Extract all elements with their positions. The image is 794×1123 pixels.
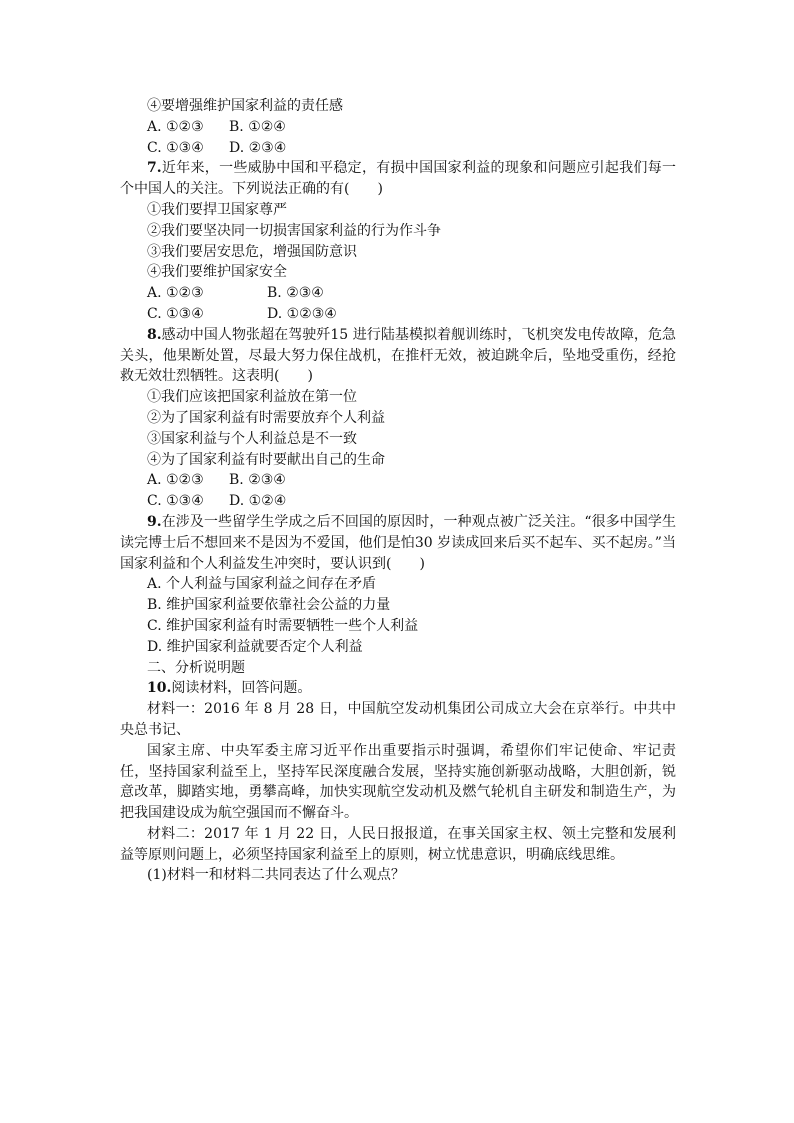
- q7-statement-2: ②我们要坚决同一切损害国家利益的行为作斗争: [147, 222, 441, 239]
- q9-stem-text: 在涉及一些留学生学成之后不回国的原因时，一种观点被广泛关注。“很多中国学生读完博士后不想回来不是因为不爱国，他们是怕30 岁读成回来后买不起车、买不起房。”当国家利益和个人利益发生冲突时，要认识到( ): [120, 513, 676, 572]
- q7-options-row-1: [120, 283, 676, 304]
- q9-number: 9.: [147, 513, 162, 530]
- q8-stem: [120, 325, 676, 387]
- q7-option-b: B. ②③④: [267, 285, 324, 302]
- q10-material-2: 材料二：2017 年 1 月 22 日，人民日报报道，在事关国家主权、领土完整和发展利益等原则问题上，必须坚持国家利益至上的原则，树立忧患意识，明确底线思维。: [120, 825, 676, 863]
- section-heading: 二、分析说明题: [147, 659, 245, 676]
- q7-statement-1: ①我们要捍卫国家尊严: [147, 201, 287, 218]
- q8-statement-3: ③国家利益与个人利益总是不一致: [147, 430, 357, 447]
- q9-option-d: D. 维护国家利益就要否定个人利益: [147, 638, 363, 655]
- q8-option-a: A. ①②③: [147, 472, 204, 489]
- q10-material-1-first: 材料一：2016 年 8 月 28 日，中国航空发动机集团公司成立大会在京举行。中共中央总书记、: [120, 701, 676, 738]
- q6-options-row-1: [120, 117, 676, 138]
- q7-stem-text: 近年来，一些威胁中国和平稳定，有损中国国家利益的现象和问题应引起我们每一个中国人的关注。下列说法正确的有( ): [120, 160, 676, 198]
- q7-statement-4: ④我们要维护国家安全: [147, 264, 287, 281]
- q7-options-row-2: [120, 304, 676, 325]
- q10-material-1-second: 国家主席、中央军委主席习近平作出重要指示时强调，希望你们牢记使命、牢记责任，坚持国家利益至上，坚持军民深度融合发展，坚持实施创新驱动战略，大胆创新，锐意改革，脚踏实地，勇攀高峰，加快实现航空发动机及燃气轮机自主研发和制造生产，为把我国建设成为航空强国而不懈奋斗。: [120, 742, 676, 822]
- q8-number: 8.: [147, 326, 162, 343]
- q6-option-c: C. ①③④: [147, 139, 204, 156]
- q7-stem: [120, 158, 676, 200]
- q10-stem-text: 阅读材料，回答问题。: [171, 680, 312, 697]
- q10-number: 10.: [147, 680, 172, 697]
- q8-option-c: C. ①③④: [147, 493, 204, 510]
- q9-option-a: A. 个人利益与国家利益之间存在矛盾: [147, 576, 377, 593]
- q9-option-c: C. 维护国家利益有时需要牺牲一些个人利益: [147, 617, 419, 634]
- q10-stem: [120, 678, 676, 699]
- q9-stem: [120, 512, 676, 574]
- q10-subquestion-1: (1)材料一和材料二共同表达了什么观点？: [147, 867, 405, 884]
- q8-option-b: B. ②③④: [229, 472, 286, 489]
- q8-statement-1: ①我们应该把国家利益放在第一位: [147, 389, 357, 406]
- q8-options-row-1: [120, 470, 676, 491]
- q9-option-b: B. 维护国家利益要依靠社会公益的力量: [147, 597, 391, 614]
- q8-statement-4: ④为了国家利益有时要献出自己的生命: [147, 451, 385, 468]
- q8-stem-text: 感动中国人物张超在驾驶歼15 进行陆基模拟着舰训练时，飞机突发电传故障，危急关头，他果断处置，尽最大努力保住战机，在推杆无效，被迫跳伞后，坠地受重伤，经抢救无效壮烈牺牲。这表明( ): [120, 326, 676, 385]
- q7-option-d: D. ①②③④: [267, 305, 337, 322]
- q8-statement-2: ②为了国家利益有时需要放弃个人利益: [147, 409, 385, 426]
- q7-option-a: A. ①②③: [147, 285, 204, 302]
- q7-number: 7.: [147, 160, 162, 177]
- q6-option-a: A. ①②③: [147, 118, 204, 135]
- q7-option-c: C. ①③④: [147, 305, 204, 322]
- q7-statement-3: ③我们要居安思危，增强国防意识: [147, 243, 357, 260]
- q6-options-row-2: [120, 138, 676, 159]
- document-body: [120, 96, 676, 886]
- q8-option-d: D. ①②④: [229, 493, 287, 510]
- q6-statement-4: ④要增强维护国家利益的责任感: [147, 98, 343, 114]
- q6-option-b: B. ①②④: [229, 118, 286, 135]
- q6-option-d: D. ②③④: [229, 139, 287, 156]
- q8-options-row-2: [120, 491, 676, 512]
